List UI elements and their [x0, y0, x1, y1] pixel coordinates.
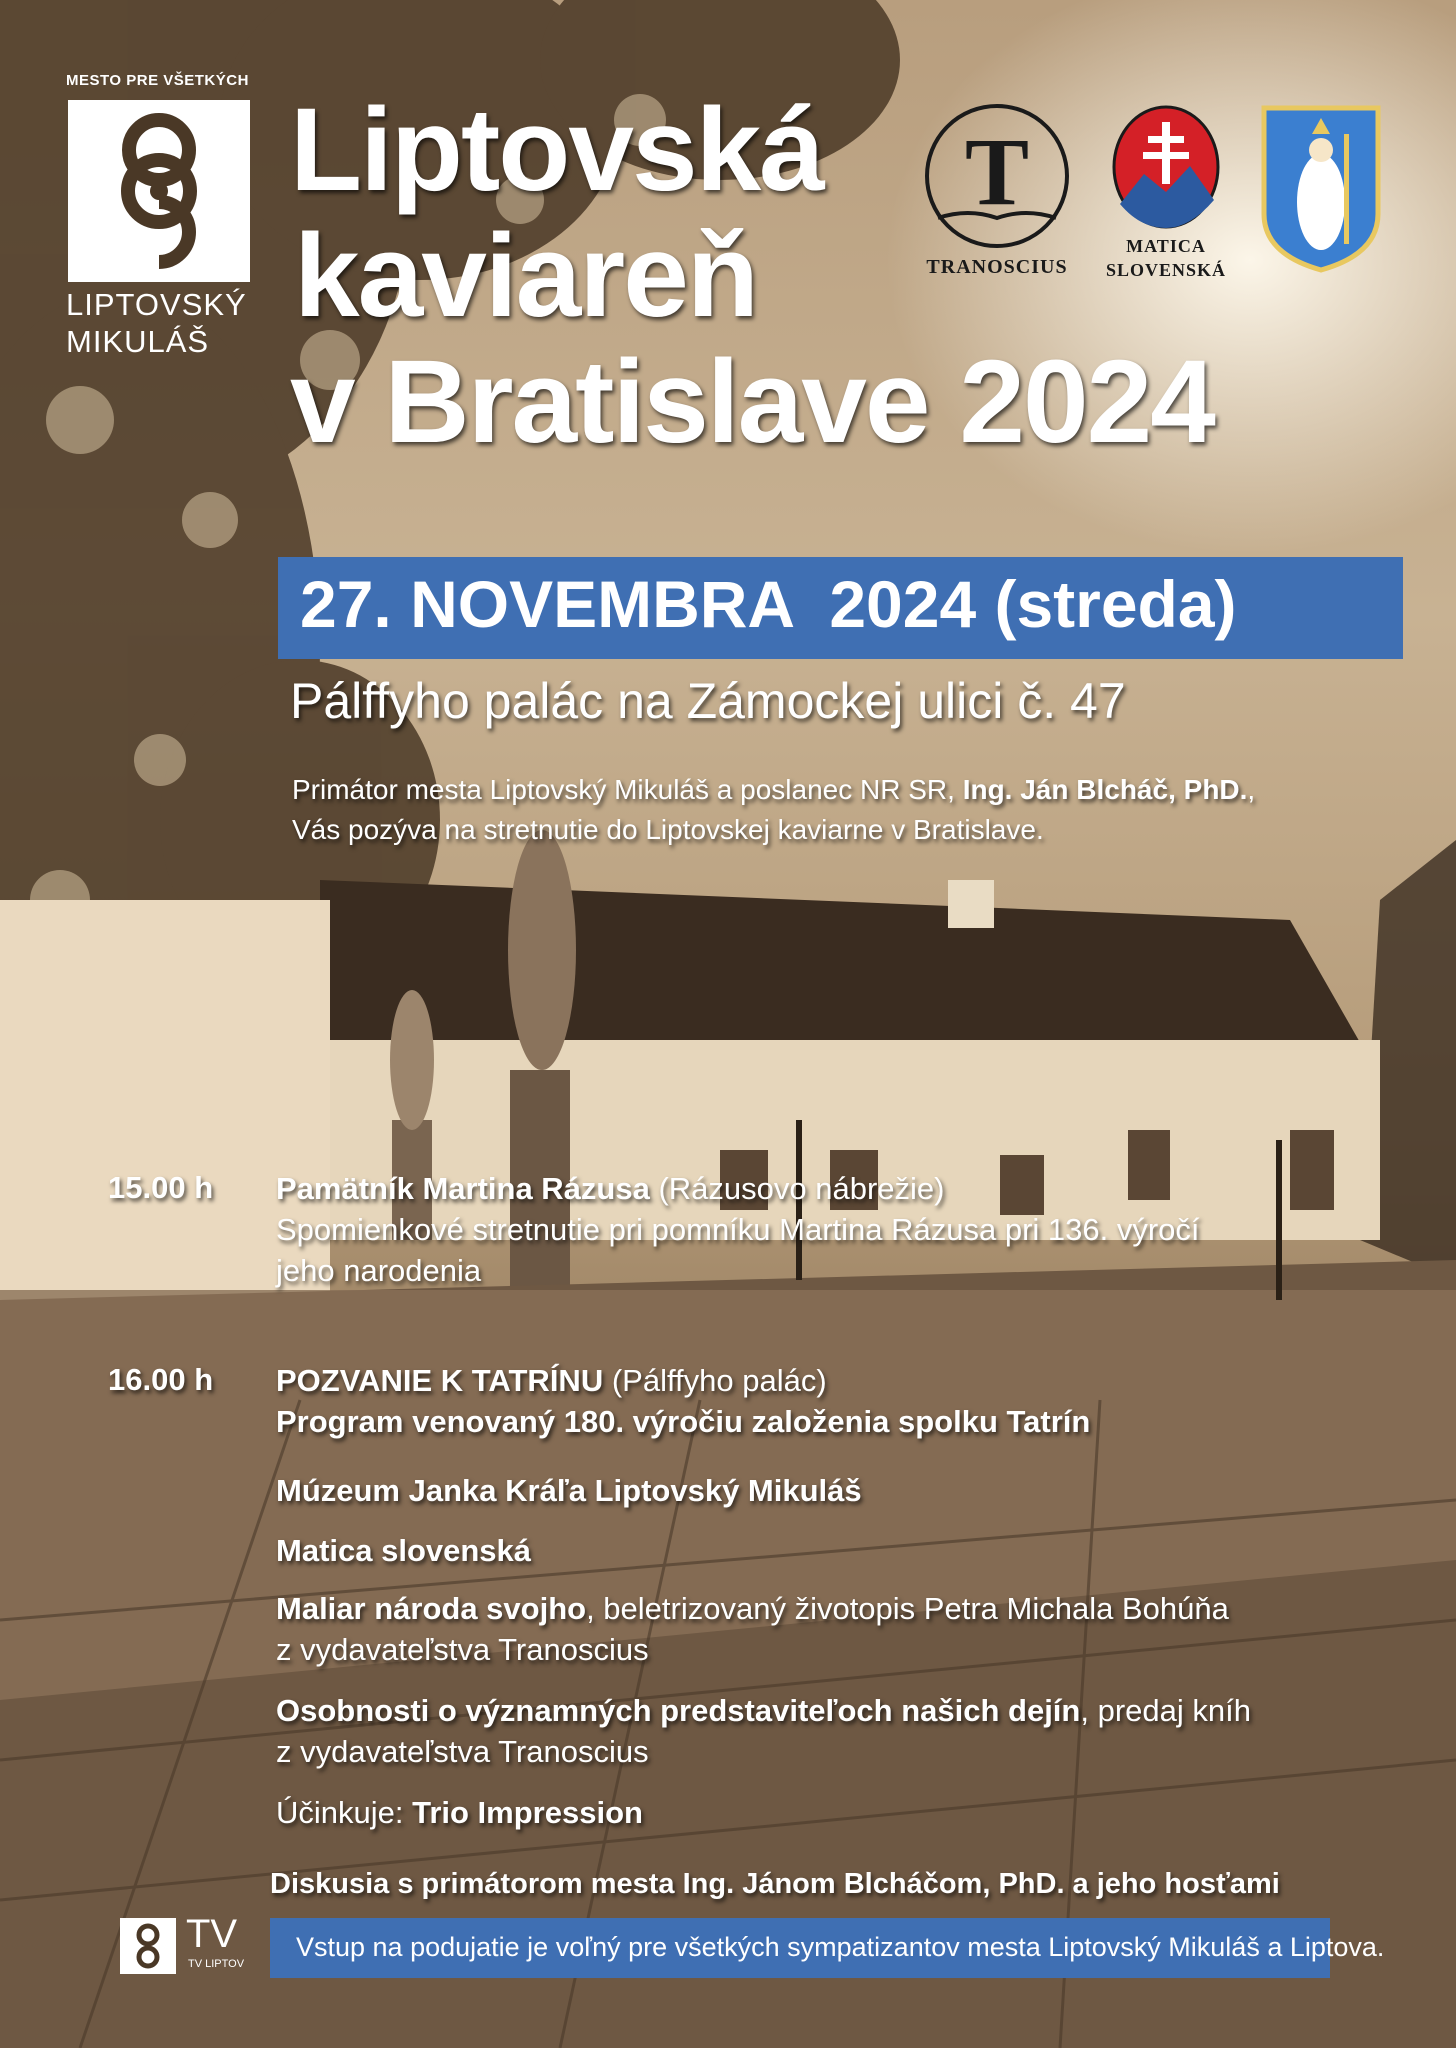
matica-line2: SLOVENSKÁ [1105, 260, 1227, 280]
program-subitem-line2: z vydavateľstva Tranoscius [276, 1632, 649, 1667]
program-subitem: Matica slovenská [276, 1533, 532, 1568]
program-title: Pamätník Martina Rázusa [276, 1171, 650, 1206]
invitation-line1a: Primátor mesta Liptovský Mikuláš a poslanec NR SR, [292, 774, 963, 805]
city-name-line2: MIKULÁŠ [66, 324, 210, 359]
liptovsky-mikulas-logo-icon [68, 100, 250, 282]
program-title: POZVANIE K TATRÍNU [276, 1363, 604, 1398]
tv-liptov-logo-icon [120, 1918, 176, 1974]
event-date: 27. NOVEMBRA 2024 (streda) [300, 567, 1237, 641]
discussion-note: Diskusia s primátorom mesta Ing. Jánom Blcháčom, PhD. a jeho hosťami [270, 1868, 1280, 1900]
city-coat-of-arms-icon [1260, 104, 1382, 274]
tranoscius-logo-icon [918, 100, 1076, 252]
matica-line1: MATICA [1126, 236, 1206, 256]
city-name [66, 286, 247, 360]
program-subitem-rest: , predaj kníh [1080, 1693, 1251, 1728]
program-subitem-prefix: Účinkuje: [276, 1795, 413, 1830]
svg-text:T: T [964, 118, 1030, 225]
program-title-note: (Rázusovo nábrežie) [649, 1171, 945, 1206]
title-line2: kaviareň [294, 210, 757, 342]
program-subitem [276, 1690, 1251, 1772]
program-subitem-bold: Maliar národa svojho [276, 1591, 587, 1626]
matica-slovenska-logo-icon [1110, 104, 1222, 230]
program-subitem [276, 1588, 1229, 1670]
tv-label: TV [186, 1912, 238, 1956]
program-line: jeho narodenia [276, 1253, 482, 1288]
title-line1: Liptovská [290, 84, 823, 216]
event-venue: Pálffyho palác na Zámockej ulici č. 47 [290, 673, 1126, 729]
program-item [276, 1360, 1090, 1442]
invitation-line2: Vás pozýva na stretnutie do Liptovskej kaviarne v Bratislave. [292, 814, 1044, 845]
program-line: Spomienkové stretnutie pri pomníku Martina Rázusa pri 136. výročí [276, 1212, 1200, 1247]
program-subitem: Program venovaný 180. výročiu založenia spolku Tatrín [276, 1404, 1091, 1439]
program-subitem-bold: Osobnosti o významných predstaviteľoch našich dejín [276, 1693, 1081, 1728]
invitation-host: Ing. Ján Blcháč, PhD. [962, 774, 1248, 805]
invitation-text [292, 770, 1255, 850]
title-line3: v Bratislave 2024 [290, 336, 1214, 468]
city-name-line1: LIPTOVSKÝ [66, 287, 247, 322]
tv-sub-label: TV LIPTOV [188, 1958, 245, 1970]
invitation-line1c: , [1247, 774, 1256, 805]
program-subitem [276, 1792, 643, 1833]
tranoscius-label: TRANOSCIUS [926, 256, 1068, 278]
city-tagline: MESTO PRE VŠETKÝCH [66, 72, 249, 89]
program-subitem-rest: , beletrizovaný životopis Petra Michala Bohúňa [586, 1591, 1229, 1626]
matica-slovenska-label [1090, 234, 1242, 282]
program-time: 16.00 h [108, 1362, 214, 1397]
entry-note: Vstup na podujatie je voľný pre všetkých sympatizantov mesta Liptovský Mikuláš a Liptova. [296, 1932, 1385, 1962]
program-time: 15.00 h [108, 1170, 214, 1205]
program-subitem: Múzeum Janka Kráľa Liptovský Mikuláš [276, 1473, 862, 1508]
program-subitem-bold: Trio Impression [412, 1795, 643, 1830]
program-item [276, 1168, 1200, 1291]
program-subitem-line2: z vydavateľstva Tranoscius [276, 1734, 649, 1769]
program-title-note: (Pálffyho palác) [603, 1363, 827, 1398]
